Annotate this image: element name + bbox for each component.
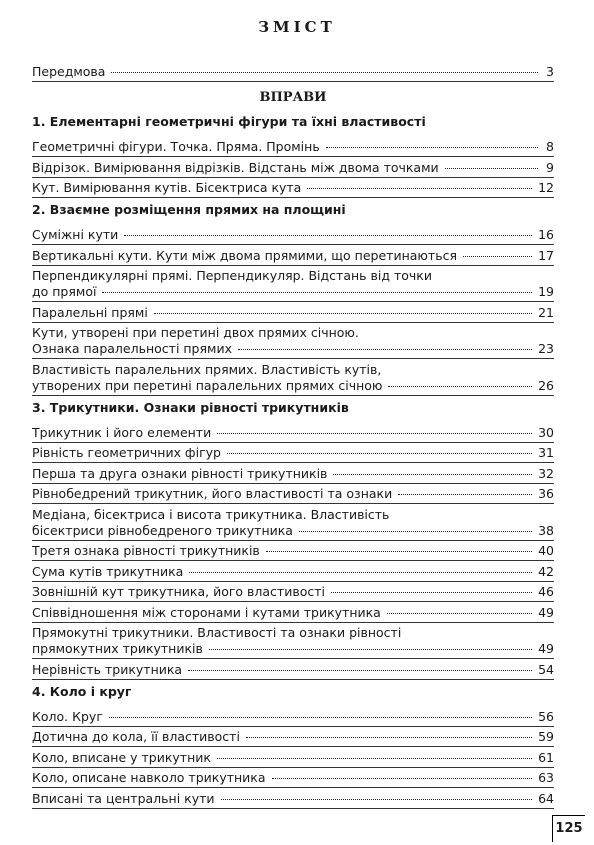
toc-entry[interactable] [32,160,554,176]
toc-entry-text: Співвідношення між сторонами і кутами трикутника [32,604,381,620]
section-heading: 3. Трикутники. Ознаки рівності трикутників [32,399,349,415]
toc-page-number: 17 [538,247,554,263]
toc-entry-text: Рівність геометричних фігур [32,445,221,460]
toc-entry[interactable] [32,139,554,155]
toc-entry-text: Нерівність трикутника [32,661,183,677]
toc-entry-text: Сума кутів трикутника [32,563,184,579]
toc-entry[interactable] [32,791,554,807]
toc-entry-text: Третя ознака рівності трикутників [32,543,260,558]
toc-page-number: 26 [538,377,554,393]
dot-leader [331,592,532,593]
toc-entry[interactable] [32,180,554,196]
section-heading: 2. Взаємне розміщення прямих на площині [32,202,346,217]
toc-entry[interactable] [32,445,554,461]
toc-page-number: 23 [538,341,554,356]
dot-leader [189,572,532,573]
section-heading: 4. Коло і круг [32,683,132,699]
toc-page-number: 19 [538,284,554,299]
toc-page-number: 42 [538,563,554,579]
page-title: ЗМІСТ [258,18,336,36]
toc-entry[interactable] [32,750,554,766]
toc-page-number: 64 [538,790,554,806]
dot-leader [299,531,532,532]
toc-entry-text: Прямокутні трикутники. Властивості та ознаки рівності [32,625,402,640]
dot-leader [111,72,538,73]
toc-page-number: 16 [538,227,554,242]
table-of-contents [32,64,554,811]
dot-leader [387,613,532,614]
toc-page-number: 38 [538,522,554,538]
toc-page-number: 32 [538,465,554,481]
toc-page-number: 63 [538,770,554,785]
dot-leader [326,147,538,148]
toc-page-number: 54 [538,661,554,677]
toc-page-number: 9 [546,159,554,175]
dot-leader [463,256,532,257]
toc-entry[interactable] [32,625,554,657]
toc-page-number: 61 [538,749,554,765]
toc-entry[interactable] [32,770,554,786]
toc-entry[interactable] [32,268,554,300]
toc-entry-text: Вертикальні кути. Кути між двома прямими, що перетинаються [32,247,457,263]
toc-entry[interactable] [32,486,554,502]
toc-entry-text: утворених при перетині паралельних прямих січною [32,377,383,393]
exercises-heading: ВПРАВИ [259,90,327,105]
toc-page-number: 8 [546,139,554,154]
toc-entry[interactable] [32,362,554,394]
toc-page-number: 59 [538,729,554,744]
toc-entry-text: Кут. Вимірювання кутів. Бісектриса кута [32,180,302,195]
toc-entry-text: Коло, вписане у трикутник [32,749,211,765]
dot-leader [102,292,532,293]
toc-entry-text: Відрізок. Вимірювання відрізків. Відстань між двома точками [32,159,439,175]
toc-page-number: 40 [538,543,554,558]
toc-entry-text: Трикутник і його елементи [32,424,212,440]
toc-entry[interactable] [32,227,554,243]
dot-leader [124,235,532,236]
dot-leader [209,649,532,650]
dot-leader [238,349,532,350]
toc-entry-text: Дотична до кола, її властивості [32,729,240,744]
dot-leader [272,778,533,779]
dot-leader [333,474,532,475]
toc-entry-text: прямокутних трикутників [32,641,203,656]
toc-entry-text: Геометричні фігури. Точка. Пряма. Промінь [32,139,320,154]
toc-page-number: 49 [538,641,554,656]
toc-entry[interactable] [32,325,554,357]
dot-leader [445,168,538,169]
toc-entry-text: Медіана, бісектриса і висота трикутника. Властивість [32,506,390,522]
toc-entry-text: бісектриси рівнобедреного трикутника [32,522,293,538]
toc-entry-text: до прямої [32,284,97,299]
dot-leader [188,670,532,671]
toc-page-number: 36 [538,486,554,501]
dot-leader [227,453,532,454]
dot-leader [217,758,532,759]
toc-entry-text: Коло, описане навколо трикутника [32,770,266,785]
dot-leader [388,386,532,387]
toc-page-number: 30 [538,424,554,440]
dot-leader [398,494,532,495]
toc-entry-text: Коло. Круг [32,708,103,724]
dot-leader [266,551,532,552]
toc-page-number: 46 [538,584,554,599]
toc-page-number: 31 [538,445,554,460]
toc-entry-text: Кути, утворені при перетині двох прямих січною. [32,325,359,340]
toc-entry-text: Зовнішній кут трикутника, його властивості [32,584,325,599]
toc-entry-text: Передмова [32,64,106,79]
toc-entry-text: Суміжні кути [32,227,119,242]
toc-entry-text: Вписані та центральні кути [32,790,215,806]
toc-page-number: 56 [538,708,554,724]
toc-entry[interactable] [32,425,554,441]
toc-entry-text: Властивість паралельних прямих. Властивість кутів, [32,361,382,377]
toc-entry[interactable] [32,709,554,725]
dot-leader [221,799,533,800]
dot-leader [217,433,532,434]
toc-page-number: 49 [538,604,554,620]
toc-entry[interactable] [32,248,554,264]
page-number: 125 [552,815,585,842]
dot-leader [307,188,532,189]
toc-entry[interactable] [32,729,554,745]
section-heading: 1. Елементарні геометричні фігури та їхні властивості [32,114,426,129]
toc-entry[interactable] [32,584,554,600]
toc-entry[interactable] [32,305,554,321]
toc-entry[interactable] [32,564,554,580]
dot-leader [109,717,532,718]
toc-entry-preface[interactable] [32,64,554,80]
dot-leader [154,313,532,314]
toc-entry-text: Паралельні прямі [32,304,148,320]
toc-entry[interactable] [32,466,554,482]
toc-page-number: 21 [538,304,554,320]
toc-entry-text: Перша та друга ознаки рівності трикутників [32,465,328,481]
toc-entry-text: Рівнобедрений трикутник, його властивості та ознаки [32,486,393,501]
toc-entry-text: Ознака паралельності прямих [32,341,232,356]
toc-entry[interactable] [32,605,554,621]
toc-page-number: 3 [546,64,554,79]
toc-entry[interactable] [32,507,554,539]
toc-entry[interactable] [32,543,554,559]
toc-entry-text: Перпендикулярні прямі. Перпендикуляр. Відстань від точки [32,268,432,283]
toc-page-number: 12 [538,180,554,195]
toc-entry[interactable] [32,662,554,678]
dot-leader [246,737,532,738]
